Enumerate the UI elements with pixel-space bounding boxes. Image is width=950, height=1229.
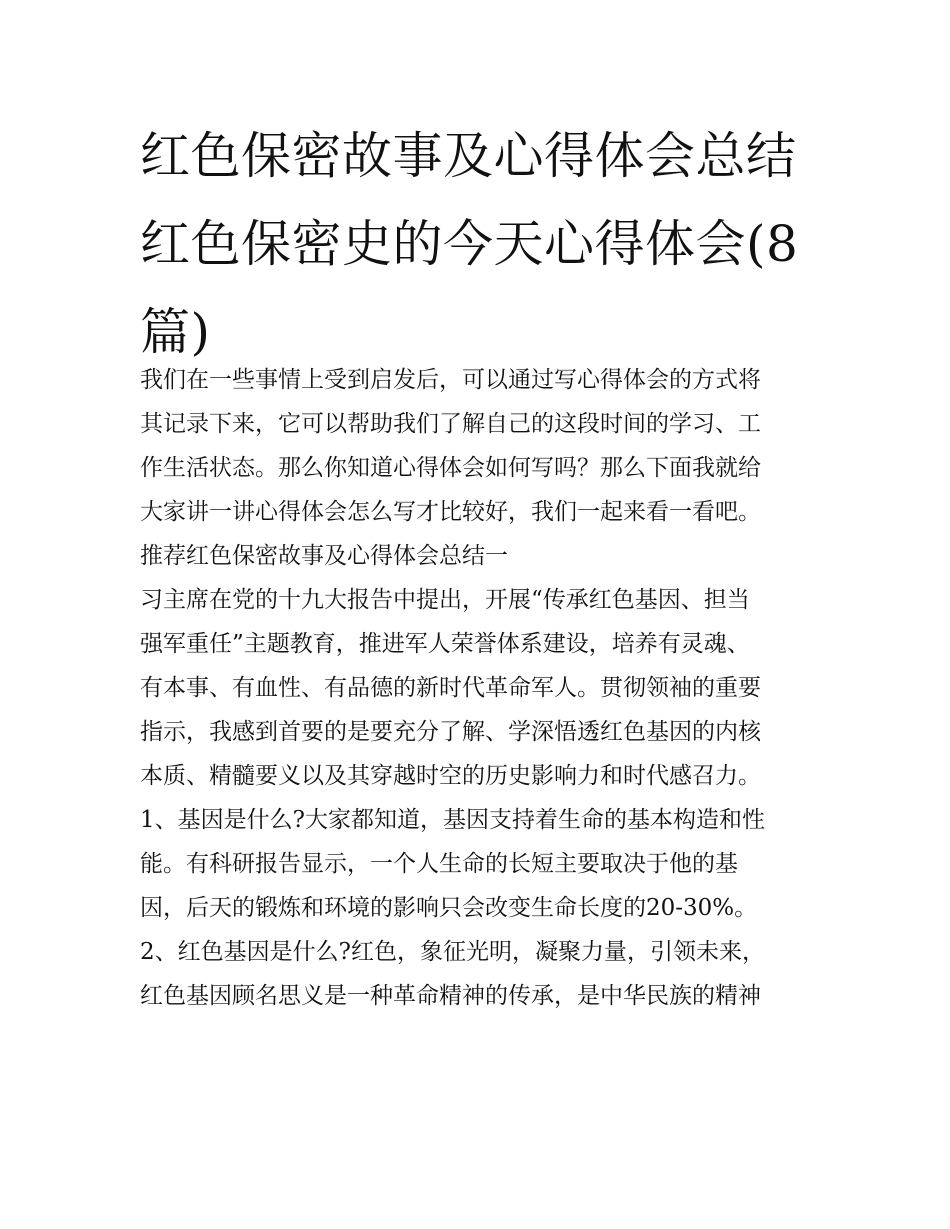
title-line-1: 红色保密故事及心得体会总结 [140,127,797,185]
body-line-item1-2: 能。有科研报告显示，一个人生命的长短主要取决于他的基 [140,851,738,877]
body-line-intro-2: 其记录下来，它可以帮助我们了解自己的这段时间的学习、工 [140,411,761,437]
body-line-intro-3: 作生活状态。那么你知道心得体会如何写吗？那么下面我就给 [140,455,761,481]
title-line-3: 篇) [140,303,211,361]
body-line-item2-2: 红色基因顾名思义是一种革命精神的传承，是中华民族的精神 [140,983,761,1009]
title-line-2: 红色保密史的今天心得体会(8 [140,215,799,273]
body-line-item1-1: 1、基因是什么?大家都知道，基因支持着生命的基本构造和性 [140,807,765,833]
body-line-para-3: 有本事、有血性、有品德的新时代革命军人。贯彻领袖的重要 [140,675,761,701]
document-title [140,112,820,376]
body-line-intro-4: 大家讲一讲心得体会怎么写才比较好，我们一起来看一看吧。 [140,499,761,525]
body-line-para-1: 习主席在党的十九大报告中提出，开展“传承红色基因、担当 [140,587,750,613]
section-heading: 推荐红色保密故事及心得体会总结一 [140,543,508,569]
body-line-para-2: 强军重任”主题教育，推进军人荣誉体系建设，培养有灵魂、 [140,631,750,657]
body-line-item1-3: 因，后天的锻炼和环境的影响只会改变生命长度的20-30%。 [140,895,758,921]
document-body [140,358,820,1018]
body-line-intro-1: 我们在一些事情上受到启发后，可以通过写心得体会的方式将 [140,367,761,393]
body-line-para-5: 本质、精髓要义以及其穿越时空的历史影响力和时代感召力。 [140,763,761,789]
body-line-item2-1: 2、红色基因是什么?红色，象征光明，凝聚力量，引领未来， [140,939,765,965]
body-line-para-4: 指示，我感到首要的是要充分了解、学深悟透红色基因的内核 [140,719,761,745]
